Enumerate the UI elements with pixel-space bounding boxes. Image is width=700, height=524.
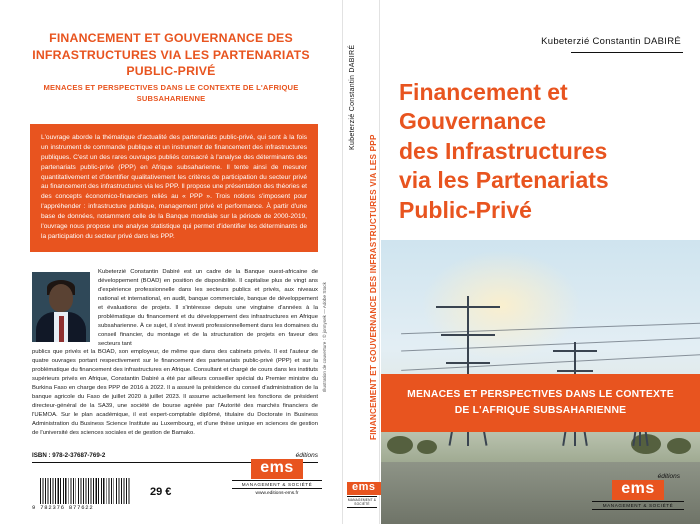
author-bio-continued (32, 348, 318, 438)
publisher-editions-word: éditions (295, 452, 318, 459)
barcode-bars (40, 478, 130, 504)
banner-line-1: MENACES ET PERSPECTIVES DANS LE CONTEXTE (407, 389, 674, 400)
back-cover (0, 0, 342, 524)
banner-line-2: DE L'AFRIQUE SUBSAHARIENNE (454, 404, 627, 416)
author-bio-top-text: Kubeterzié Constantin Dabiré est un cadre de la Banque ouest-africaine de développement (BOAD) en position de disponibilité. Il capitalise plus de vingt ans d'expérience professionnelle dans les secteurs publics et privés, aux niveaux national et international, en audit, banque commerciale, banque de développement et évaluations de projets. Il s'intéresse depuis une vingtaine d'années à la problématique du financement et du développement des infrastructures en Afrique subsaharienne. À ce sujet, il s'est investi professionnellement dans les domaines du conseil financier, du montage et de la structuration de projets en faveur des secteurs tant (98, 269, 318, 347)
publisher-tagline-spine: MANAGEMENT & SOCIÉTÉ (347, 498, 377, 506)
title-line-1: Financement et Gouvernance (399, 79, 568, 135)
pylon-arm (557, 370, 593, 372)
isbn-label: ISBN : 978-2-37687-769-2 (32, 452, 106, 459)
publisher-logo-spine (347, 477, 377, 508)
price-label: 29 € (150, 486, 172, 498)
author-bio-continued-text: publics que privés et la BOAD, son employeur, de même que dans des cabinets privés. Il est l'auteur de quatre ouvrages portant respectivement sur le financement des partenariats public-privé (PPP) et sur la problématique du financement des infrastructures en Afrique. Consultant et chargé de cours dans les instituts supérieurs privés en Afrique, Constantin Dabiré a été par ailleurs conseiller spécial du Premier ministre du Burkina Faso en charge des PPP de 2016 à 2022. Il a assuré la présidence du conseil d'administration de la banque agricole du Faso de juillet 2020 à juillet 2023. Il assume actuellement les fonctions de président directeur-général de la SA39, une société de bourse agréée par l'Autorité des marchés financiers de l'UEMOA. Sur le plan académique, il est expert-comptable diplômé, titulaire du Doctorate in Business Administration du Business Science Institute au Luxembourg, et d'une thèse unique en sciences de gestion de l'université des sciences sociales et de gestion de Bamako. (32, 349, 318, 436)
back-cover-subtitle: MENACES ET PERSPECTIVES DANS LE CONTEXTE DE L'AFRIQUE SUBSAHARIENNE (43, 83, 299, 104)
barcode (32, 478, 136, 512)
publisher-logo-front (592, 473, 684, 510)
pylon-arm (553, 350, 597, 352)
pylon-arm (446, 362, 490, 364)
front-cover-author: Kubeterzié Constantin DABIRÉ (541, 36, 681, 47)
pylon-arm (441, 334, 495, 336)
pylon-arm (436, 306, 500, 308)
spine-title: FINANCEMENT ET GOUVERNANCE DES INFRASTRUCTURES VIA LES PPP (369, 134, 378, 440)
author-portrait (32, 272, 90, 342)
publisher-logo-back (232, 452, 322, 496)
publisher-tagline: MANAGEMENT & SOCIÉTÉ (232, 480, 322, 489)
publisher-url: www.editions-ems.fr (255, 490, 299, 496)
tree (667, 438, 691, 454)
publisher-editions-word-front: éditions (657, 473, 680, 481)
front-cover-title (399, 78, 683, 225)
title-line-4: Public-Privé (399, 196, 532, 223)
back-cover-blurb (30, 124, 318, 252)
publisher-ems-mark: ems (251, 459, 303, 479)
book-spine (342, 0, 380, 524)
title-line-3: via les Partenariats (399, 167, 609, 194)
tree (387, 436, 413, 454)
back-cover-title: FINANCEMENT ET GOUVERNANCE DES INFRASTRUCTURES VIA LES PARTENARIATS PUBLIC-PRIVÉ (32, 31, 310, 79)
blurb-text: L'ouvrage aborde la thématique d'actualité des partenariats public-privé, qui sont à la fois un instrument de commande publique et un instrument de financement des infrastructures publiques. C'est un des rares ouvrages publiés consacré à l'analyse des déterminants des partenariats public-privé (PPP) en Afrique subsaharienne. Il tente ainsi de mesurer quantitativement et d'identifier qualitativement les critères de participation du secteur privé au financement des infrastructures via les PPP. Il propose une présentation des théories et des concepts économico-financiers reliés au « PPP ». Trois notions s'imposent pour l'appréhender : infrastructure publique, management privé et performance. À partir d'une base de données, notamment celle de la Banque mondiale sur la période de 2000-2019, l'ouvrage nous propose une analyse statistique qui permet d'identifier les déterminants de la participation du secteur privé dans les PPP. (41, 134, 307, 240)
front-cover (381, 0, 700, 524)
cover-image-credit: Illustration de couverture : © jonnysek — Adobe Stock (322, 282, 327, 392)
barcode-number: 9 782376 877622 (32, 504, 94, 511)
publisher-ems-mark-spine: ems (347, 482, 381, 495)
publisher-tagline-front: MANAGEMENT & SOCIÉTÉ (592, 501, 684, 510)
portrait-head (49, 284, 73, 312)
spine-author: Kubeterzié Constantin DABIRÉ (349, 44, 356, 150)
title-line-2: des Infrastructures (399, 137, 608, 164)
portrait-tie (59, 316, 64, 342)
author-bio-top (98, 268, 318, 349)
publisher-ems-mark-front: ems (612, 480, 664, 500)
author-underline (571, 52, 683, 53)
front-cover-banner (381, 374, 700, 432)
